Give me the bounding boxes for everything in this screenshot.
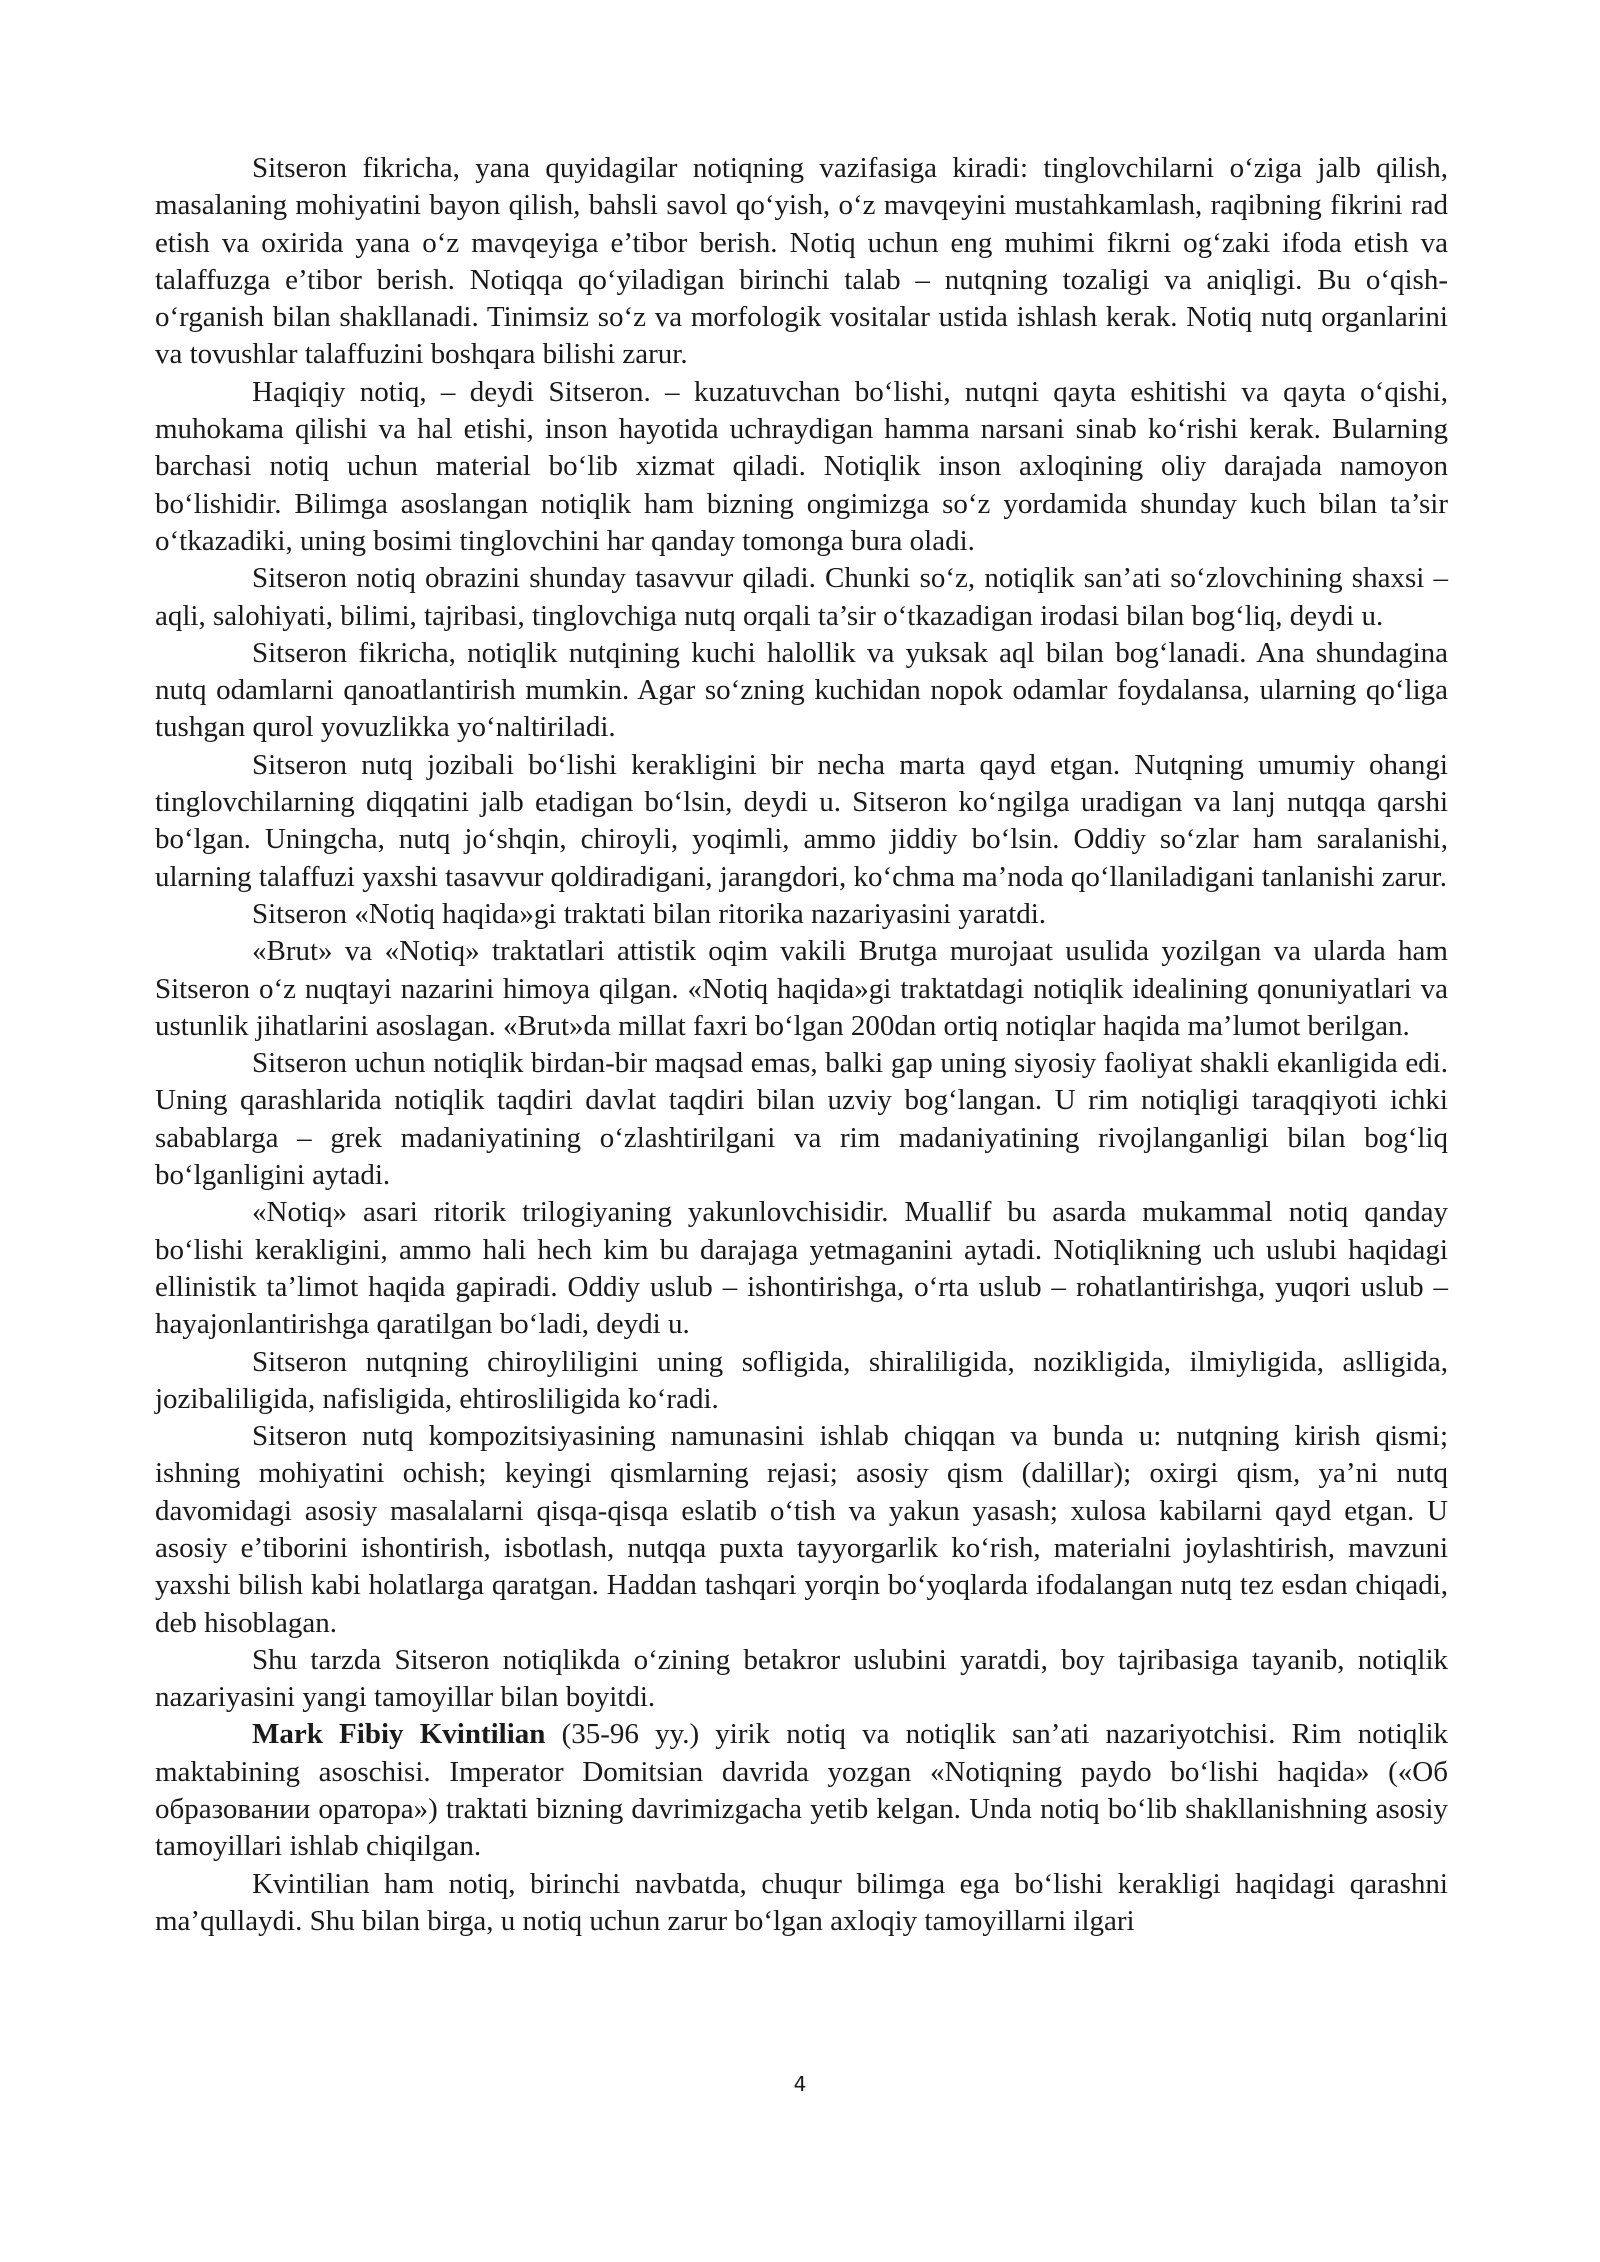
paragraph-text: (35-96 yy.) yirik notiq va notiqlik san’ati nazariyotchisi. Rim notiqlik maktabining asoschisi. Imperator Domitsian davrida yozgan «Notiqning paydo bo‘lishi haqida» («Об образовании оратора») traktati bizning davrimizgacha yetib kelgan. Unda notiq bo‘lib shakllanishning asosiy tamoyillari ishlab chiqilgan. (155, 1718, 1448, 1863)
paragraph: Kvintilian ham notiq, birinchi navbatda, chuqur bilimga ega bo‘lishi kerakligi haqidagi qarashni ma’qullaydi. Shu bilan birga, u notiq uchun zarur bo‘lgan axloqiy tamoyillarni ilgari (155, 1867, 1448, 1937)
paragraph: Sitseron fikricha, yana quyidagilar notiqning vazifasiga kiradi: tinglovchilarni o‘ziga jalb qilish, masalaning mohiyatini bayon qilish, bahsli savol qo‘yish, o‘z mavqeyini mustahkamlash, raqibning fikrini rad etish va oxirida yana o‘z mavqeyiga e’tibor berish. Notiq uchun eng muhimi fikrni og‘zaki ifoda etish va talaffuzga e’tibor berish. Notiqqa qo‘yiladigan birinchi talab – nutqning tozaligi va aniqligi. Bu o‘qish-o‘rganish bilan shakllanadi. Tinimsiz so‘z va morfologik vositalar ustida ishlash kerak. Notiq nutq organlarini va tovushlar talaffuzini boshqara bilishi zarur. (155, 152, 1448, 371)
paragraph: Shu tarzda Sitseron notiqlikda o‘zining betakror uslubini yaratdi, boy tajribasiga tayanib, notiqlik nazariyasini yangi tamoyillar bilan boyitdi. (155, 1643, 1448, 1714)
paragraph: «Notiq» asari ritorik trilogiyaning yakunlovchisidir. Muallif bu asarda mukammal notiq qanday bo‘lishi kerakligini, ammo hali hech kim bu darajaga yetmaganini aytadi. Notiqlikning uch uslubi haqidagi ellinistik ta’limot haqida gapiradi. Oddiy uslub – ishontirishga, o‘rta uslub – rohatlantirishga, yuqori uslub – hayajonlantirishga qaratilgan bo‘ladi, deydi u. (155, 1196, 1448, 1341)
paragraph: «Brut» va «Notiq» traktatlari attistik oqim vakili Brutga murojaat usulida yozilgan va ularda ham Sitseron o‘z nuqtayi nazarini himoya qilgan. «Notiq haqida»gi traktatdagi notiqlik idealining qonuniyatlari va ustunlik jihatlarini asoslagan. «Brut»da millat faxri bo‘lgan 200dan ortiq notiqlar haqida ma’lumot berilgan. (155, 935, 1448, 1042)
paragraph (155, 1716, 1448, 1865)
paragraph: Sitseron nutq jozibali bo‘lishi kerakligini bir necha marta qayd etgan. Nutqning umumiy ohangi tinglovchilarning diqqatini jalb etadigan bo‘lsin, deydi u. Sitseron ko‘ngilga uradigan va lanj nutqqa qarshi bo‘lgan. Uningcha, nutq jo‘shqin, chiroyli, yoqimli, ammo jiddiy bo‘lsin. Oddiy so‘zlar ham saralanishi, ularning talaffuzi yaxshi tasavvur qoldiradigani, jarangdori, ko‘chma ma’noda qo‘llaniladigani tanlanishi zarur. (155, 748, 1448, 893)
paragraph: Sitseron uchun notiqlik birdan-bir maqsad emas, balki gap uning siyosiy faoliyat shakli ekanligida edi. Uning qarashlarida notiqlik taqdiri davlat taqdiri bilan uzviy bog‘langan. U rim notiqligi taraqqiyoti ichki sabablarga – grek madaniyatining o‘zlashtirilgani va rim madaniyatining rivojlanganligi bilan bog‘liq bo‘lganligini aytadi. (155, 1047, 1448, 1192)
paragraph: Sitseron nutqning chiroyliligini uning sofligida, shiraliligida, nozikligida, ilmiyligida, aslligida, jozibaliligida, nafisligida, ehtirosliligida ko‘radi. (155, 1345, 1448, 1415)
bold-name-kvintilian: Mark Fibiy Kvintilian (252, 1718, 546, 1751)
paragraph: Sitseron notiq obrazini shunday tasavvur qiladi. Chunki so‘z, notiqlik san’ati so‘zlovchining shaxsi – aqli, salohiyati, bilimi, tajribasi, tinglovchiga nutq orqali ta’sir o‘tkazadigan irodasi bilan bog‘liq, deydi u. (155, 562, 1448, 632)
paragraph: Sitseron «Notiq haqida»gi traktati bilan ritorika nazariyasini yaratdi. (252, 897, 1047, 930)
document-body (155, 150, 1448, 1940)
paragraph: Sitseron nutq kompozitsiyasining namunasini ishlab chiqqan va bunda u: nutqning kirish qismi; ishning mohiyatini ochish; keyingi qismlarning rejasi; asosiy qism (dalillar); oxirgi qism, ya’ni nutq davomidagi asosiy masalalarni qisqa-qisqa eslatib o‘tish va yakun yasash; xulosa kabilarni qayd etgan. U asosiy e’tiborini ishontirish, isbotlash, nutqqa puxta tayyorgarlik ko‘rish, materialni joylashtirish, mavzuni yaxshi bilish kabi holatlarga qaratgan. Haddan tashqari yorqin bo‘yoqlarda ifodalangan nutq tez esdan chiqadi, deb hisoblagan. (155, 1420, 1448, 1639)
page-number: 4 (793, 2072, 807, 2096)
paragraph: Haqiqiy notiq, – deydi Sitseron. – kuzatuvchan bo‘lishi, nutqni qayta eshitishi va qayta o‘qishi, muhokama qilishi va hal etishi, inson hayotida uchraydigan hamma narsani sinab ko‘rishi kerak. Bularning barchasi notiq uchun material bo‘lib xizmat qiladi. Notiqlik inson axloqining oliy darajada namoyon bo‘lishidir. Bilimga asoslangan notiqlik ham bizning ongimizga so‘z yordamida shunday kuch bilan ta’sir o‘tkazadiki, uning bosimi tinglovchini har qanday tomonga bura oladi. (155, 375, 1448, 557)
paragraph: Sitseron fikricha, notiqlik nutqining kuchi halollik va yuksak aql bilan bog‘lanadi. Ana shundagina nutq odamlarni qanoatlantirish mumkin. Agar so‘zning kuchidan nopok odamlar foydalansa, ularning qo‘liga tushgan qurol yovuzlikka yo‘naltiriladi. (155, 636, 1448, 744)
